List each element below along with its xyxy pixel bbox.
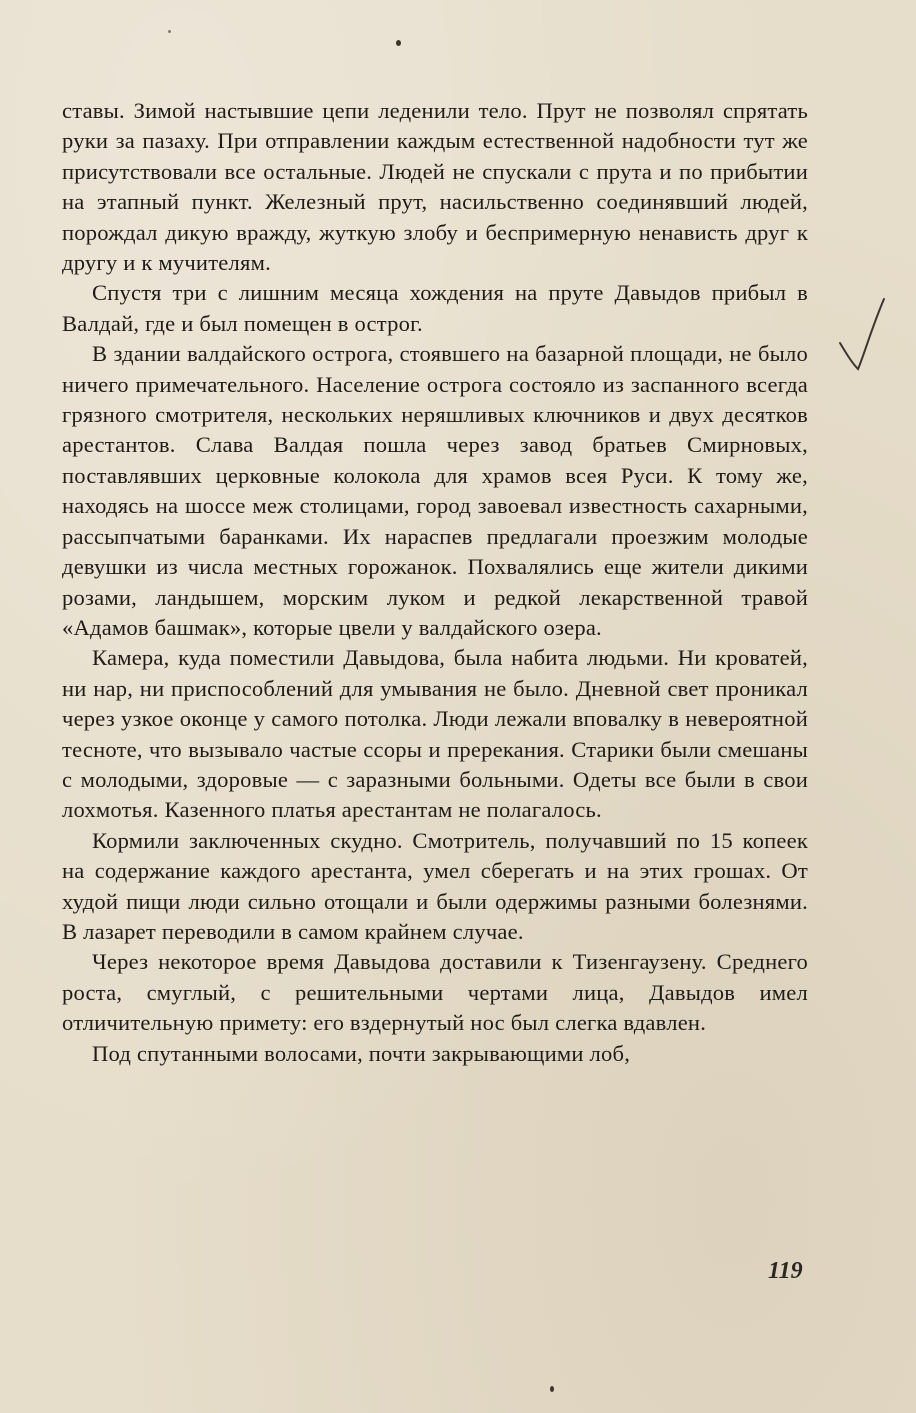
- paragraph-3: В здании валдайского острога, стоявшего на базарной площади, не было ничего примечательного. Население острога состояло из заспанного всегда грязного смотрителя, нескольких неряшливых ключников и двух десятков арестантов. Слава Валдая пошла через завод братьев Смирновых, поставлявших церковные колокола для храмов всея Руси. К тому же, находясь на шоссе меж столицами, город завоевал известность сахарными, рассыпчатыми баранками. Их нараспев предлагали проезжим молодые девушки из числа местных горожанок. Похвалялись еще жители дикими розами, ландышем, морским луком и редкой лекарственной травой «Адамов башмак», которые цвели у валдайского озера.: [62, 341, 808, 640]
- paper-speck: [396, 40, 401, 46]
- body-text: [62, 96, 808, 1069]
- paragraph-6: Через некоторое время Давыдова доставили к Тизенгаузену. Среднего роста, смуглый, с решительными чертами лица, Давыдов имел отличительную примету: его вздернутый нос был слегка вдавлен.: [62, 949, 808, 1036]
- page-number: 119: [768, 1258, 803, 1284]
- paragraph-4: Камера, куда поместили Давыдова, была набита людьми. Ни кроватей, ни нар, ни приспособлений для умывания не было. Дневной свет проникал через узкое оконце у самого потолка. Люди лежали вповалку в невероятной тесноте, что вызывало частые ссоры и пререкания. Старики были смешаны с молодыми, здоровые — с заразными больными. Одеты все были в свои лохмотья. Казенного платья арестантам не полагалось.: [62, 645, 808, 823]
- paragraph-1: ставы. Зимой настывшие цепи леденили тело. Прут не позволял спрятать руки за пазаху. При отправлении каждым естественной надобности тут же присутствовали все остальные. Людей не спускали с прута и по прибытии на этапный пункт. Железный прут, насильственно соединявший людей, порождал дикую вражду, жуткую злобу и беспримерную ненависть друг к другу и к мучителям.: [62, 98, 808, 276]
- paper-speck: [550, 1386, 554, 1392]
- paragraph-5: Кормили заключенных скудно. Смотритель, получавший по 15 копеек на содержание каждого арестанта, умел сберегать и на этих грошах. От худой пищи люди сильно отощали и были одержимы разными болезнями. В лазарет переводили в самом крайнем случае.: [62, 827, 808, 944]
- paper-speck: [168, 30, 171, 33]
- paragraph-2: Спустя три с лишним месяца хождения на пруте Давыдов прибыл в Валдай, где и был помещен в острог.: [62, 280, 808, 336]
- pencil-checkmark-icon: [838, 295, 888, 375]
- paragraph-7: Под спутанными волосами, почти закрывающими лоб,: [92, 1040, 631, 1066]
